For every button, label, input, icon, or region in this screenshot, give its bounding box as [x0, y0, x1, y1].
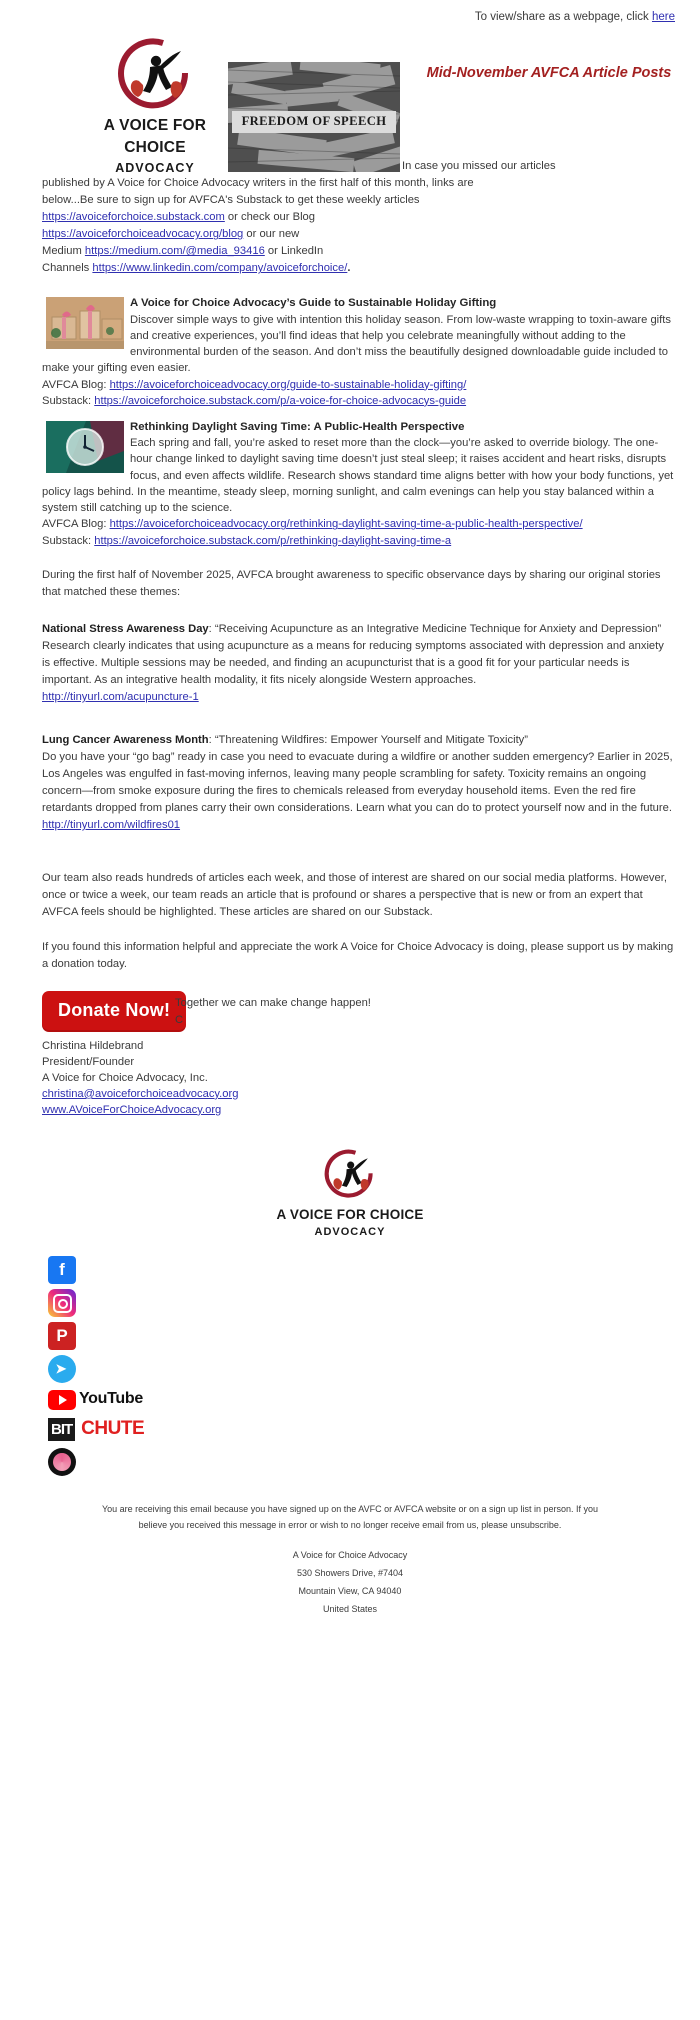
avfca-logo-mark-icon: [313, 1145, 387, 1203]
intro-after-substack: or check our Blog: [224, 211, 315, 224]
footer-logo-line2: ADVOCACY: [314, 1225, 386, 1238]
logo-text-line2: ADVOCACY: [115, 161, 195, 176]
signature-block: [0, 1039, 700, 1119]
footer-avfca-logo: [0, 1145, 700, 1241]
address-country: United States: [322, 1603, 378, 1614]
youtube-play-icon: [48, 1390, 76, 1410]
view-as-webpage-bar: [0, 0, 700, 25]
article-blog-line: [42, 516, 675, 532]
holiday-gifts-thumbnail-icon: [46, 297, 124, 349]
parler-icon[interactable]: [48, 1322, 76, 1350]
instagram-icon[interactable]: [48, 1289, 76, 1317]
telegram-glyph: ➤: [55, 1361, 67, 1377]
article-substack-link[interactable]: https://avoiceforchoice.substack.com/p/a-voice-for-choice-advocacys-guide: [94, 394, 467, 407]
footer-logo-line1: A VOICE FOR CHOICE: [276, 1206, 424, 1222]
medium-prefix: Medium: [42, 245, 85, 258]
signature-website-link[interactable]: www.AVoiceForChoiceAdvocacy.org: [42, 1103, 222, 1116]
intro-medium-line: [42, 243, 675, 260]
intro-after-blog: or our new: [243, 228, 300, 241]
legal-line-2: believe you received this message in error or wish to no longer receive email from us, please unsubscribe.: [138, 1519, 562, 1530]
intro-substack-line: [42, 209, 675, 226]
article-title: A Voice for Choice Advocacy’s Guide to Sustainable Holiday Gifting: [130, 297, 497, 310]
observance-heading: National Stress Awareness Day: [42, 622, 209, 635]
observance-body: Research clearly indicates that using acupuncture as a means for reducing symptoms associated with depression and anxiety is effective. Multiple sessions may be needed, and finding an acupuncturist that is a good fit for your particular needs is important. As an integrative health modality, it fits nicely alongside Western approaches.: [42, 639, 664, 686]
donate-side-text: [175, 995, 475, 1029]
observance-link-line: [42, 817, 675, 834]
view-as-webpage-text: To view/share as a webpage, click: [474, 11, 652, 23]
blog-link[interactable]: https://avoiceforchoiceadvocacy.org/blog: [42, 228, 244, 241]
donate-side-line1: Together we can make change happen!: [175, 997, 371, 1010]
facebook-icon[interactable]: [48, 1256, 76, 1284]
signature-org: A Voice for Choice Advocacy, Inc.: [42, 1071, 208, 1084]
avfca-logo-mark-icon: [101, 35, 209, 113]
youtube-icon[interactable]: [48, 1388, 700, 1411]
address-street: 530 Showers Drive, #7404: [296, 1567, 404, 1578]
blog-label: AVFCA Blog:: [42, 518, 110, 531]
closing-paragraph-1: Our team also reads hundreds of articles each week, and those of interest are shared on our social media platforms. However, once or twice a week, our team reads an article that is profound or shares a perspective that is new or from an expert that AVFCA feels should be highlighted. These articles are shared on our Substack.: [42, 872, 667, 919]
bitchute-label-c: CHUTE: [81, 1418, 145, 1440]
telegram-icon[interactable]: [48, 1355, 76, 1383]
article-body: Each spring and fall, you’re asked to reset more than the clock—you’re asked to override biology. The one-hour change linked to daylight saving time doesn’t just steal sleep; it raises accident and heart risks, disrupts focus, and even affects wildlife. Research shows standard time aligns better with how your body functions, yet policy lags behind. In the meantime, steady sleep, morning sunlight, and calm evenings can help you stay balanced within a system still catching up to the science.: [42, 437, 674, 515]
donate-now-button[interactable]: Donate Now!: [42, 991, 186, 1032]
intro-linkedin-line: [42, 260, 675, 277]
linkedin-link[interactable]: https://www.linkedin.com/company/avoiceforchoice/: [92, 262, 348, 275]
intro-after-linkedin: .: [347, 262, 351, 275]
view-as-webpage-link[interactable]: here: [651, 11, 675, 23]
observance-heading: Lung Cancer Awareness Month: [42, 733, 209, 746]
logo-text-line1: A VOICE FOR CHOICE: [103, 117, 207, 157]
legal-footer: [0, 1502, 700, 1618]
intro-line-3: below...Be sure to sign up for AVFCA's Substack to get these weekly articles: [42, 194, 420, 207]
legal-line-1: You are receiving this email because you have signed up on the AVFC or AVFCA website or on a sign up list in person. If you: [101, 1504, 599, 1515]
donate-side-line2: C: [175, 1013, 184, 1026]
themes-intro-paragraph: During the first half of November 2025, AVFCA brought awareness to specific observance days by sharing our original stories that matched these themes:: [42, 568, 661, 598]
clock-thumbnail-icon: [46, 421, 124, 473]
article-daylight-saving: [0, 419, 700, 549]
observance-lung-cancer: [0, 732, 700, 834]
article-substack-line: [42, 533, 675, 549]
article-blog-link[interactable]: https://avoiceforchoiceadvocacy.org/guide-to-sustainable-holiday-gifting/: [109, 378, 467, 391]
address-org: A Voice for Choice Advocacy: [292, 1549, 408, 1560]
article-substack-link[interactable]: https://avoiceforchoice.substack.com/p/rethinking-daylight-saving-time-a: [94, 534, 452, 547]
article-body: Discover simple ways to give with intention this holiday season. From low-waste wrapping to toxin-aware gifts and creative experiences, you’ll find ideas that help you celebrate meaningfully without adding to the environmental burden of the season. And don’t miss the beautifully designed downloadable guide included to make your gifting even easier.: [42, 313, 671, 375]
blog-label: AVFCA Blog:: [42, 378, 110, 391]
article-blog-line: [42, 377, 675, 393]
address-city: Mountain View, CA 94040: [298, 1585, 402, 1596]
intro-blog-line: [42, 226, 675, 243]
newsletter-title: Mid-November AVFCA Article Posts: [426, 65, 672, 82]
signature-role: President/Founder: [42, 1056, 135, 1069]
substack-label: Substack:: [42, 534, 95, 547]
donate-section: [0, 991, 700, 1035]
facebook-glyph: f: [59, 1260, 65, 1280]
hero-image-caption: FREEDOM OF SPEECH: [232, 111, 396, 133]
article-blog-link[interactable]: https://avoiceforchoiceadvocacy.org/rethinking-daylight-saving-time-a-public-health-perspective/: [109, 518, 583, 531]
gab-icon[interactable]: [48, 1448, 76, 1476]
linkedin-prefix: Channels: [42, 262, 93, 275]
youtube-label: YouTube: [79, 1390, 143, 1408]
signature-name: Christina Hildebrand: [42, 1040, 144, 1053]
observance-heading-line: [42, 732, 675, 749]
closing-paragraph-2: If you found this information helpful and appreciate the work A Voice for Choice Advocacy is doing, please support us by making a donation today.: [42, 941, 674, 971]
address-block: [40, 1546, 660, 1618]
medium-link[interactable]: https://medium.com/@media_93416: [84, 245, 265, 258]
bitchute-label-b: BIT: [48, 1418, 75, 1441]
intro-line-2: published by A Voice for Choice Advocacy writers in the first half of this month, links are: [42, 177, 474, 190]
observance-title: : “Threatening Wildfires: Empower Yourself and Mitigate Toxicity”: [208, 733, 529, 746]
signature-email-link[interactable]: christina@avoiceforchoiceadvocacy.org: [42, 1087, 239, 1100]
observance-link[interactable]: http://tinyurl.com/acupuncture-1: [42, 690, 199, 703]
article-substack-line: [42, 393, 675, 409]
article-title: Rethinking Daylight Saving Time: A Public-Health Perspective: [130, 421, 465, 434]
observance-title: : “Receiving Acupuncture as an Integrative Medicine Technique for Anxiety and Depression”: [208, 622, 662, 635]
observance-link-line: [42, 689, 675, 706]
observance-body: Do you have your “go bag” ready in case you need to evacuate during a wildfire or another sudden emergency? Earlier in 2025, Los Angeles was engulfed in fast-moving infernos, leaving many people scrambling for safety. Toxicity remains an ongoing concern—from smoke exposure during the fires to chemicals released from everyday household items. Even the red fire retardants dropped from planes carry their own considerations. Learn what you can do to protect yourself now and in the future.: [42, 750, 673, 815]
parler-glyph: P: [56, 1326, 68, 1346]
article-holiday-gifting: [0, 295, 700, 409]
intro-after-medium: or LinkedIn: [264, 245, 324, 258]
freedom-of-speech-hero-image: [228, 62, 400, 172]
observance-link[interactable]: http://tinyurl.com/wildfires01: [42, 819, 181, 832]
substack-label: Substack:: [42, 394, 95, 407]
observance-heading-line: [42, 621, 675, 638]
avfca-logo: [75, 35, 235, 178]
intro-line-1: In case you missed our articles: [402, 160, 556, 173]
bitchute-icon[interactable]: [48, 1416, 700, 1443]
substack-link[interactable]: https://avoiceforchoice.substack.com: [42, 211, 225, 224]
instagram-glyph: [53, 1294, 72, 1313]
social-links: [0, 1256, 700, 1476]
gab-glyph: [53, 1453, 71, 1471]
observance-stress-awareness: [0, 621, 700, 706]
